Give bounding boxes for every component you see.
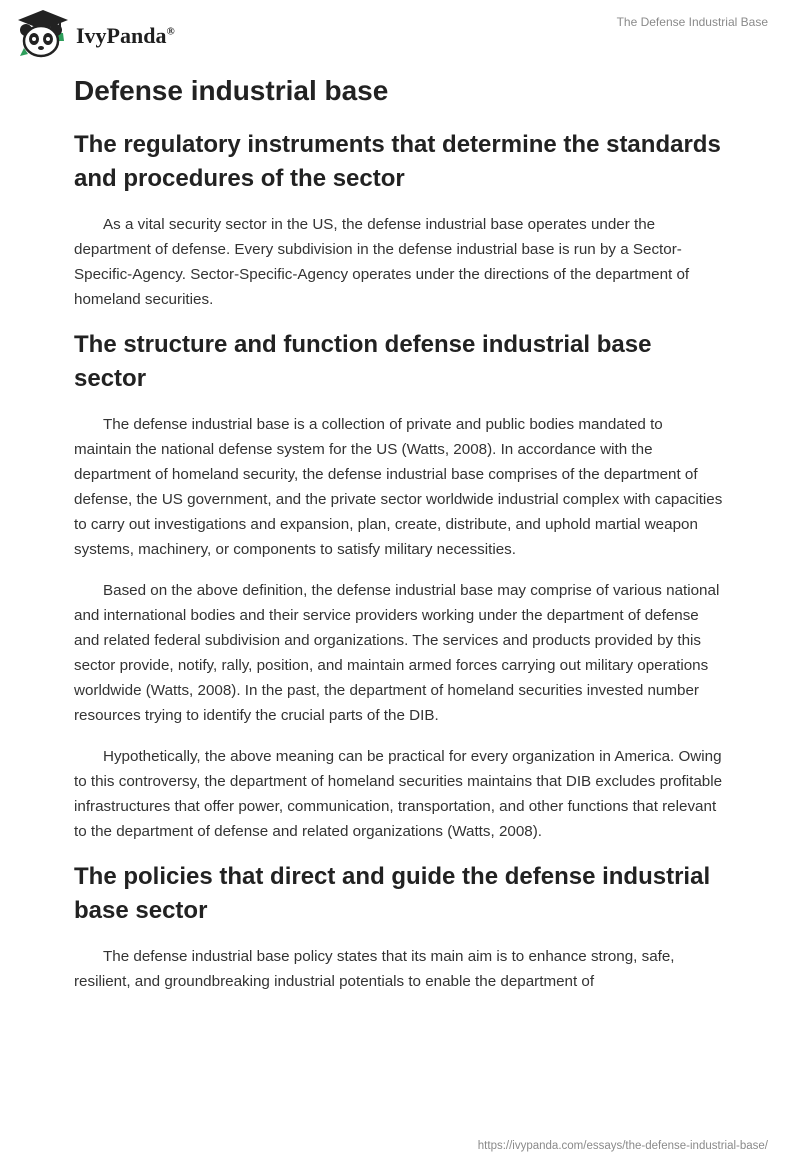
paragraph: Hypothetically, the above meaning can be practical for every organization in America. Owing to this controversy, the department of homeland securities maintains that DIB excludes profitable infrastructures that offer power, communication, transportation, and other functions that relevant to the department of defense and related organizations (Watts, 2008). bbox=[74, 748, 723, 840]
paragraph: Based on the above definition, the defense industrial base may comprise of various national and international bodies and their service providers working under the department of defense and related federal subdivision and organizations. The services and products provided by this sector provide, notify, rally, position, and maintain armed forces carrying out military operations worldwide (Watts, 2008). In the past, the department of homeland securities invested number resources trying to identify the crucial parts of the DIB. bbox=[74, 582, 720, 724]
brand-logo[interactable] bbox=[14, 8, 175, 62]
panda-graduate-icon bbox=[14, 8, 72, 62]
page-title: Defense industrial base bbox=[74, 75, 389, 106]
brand-text: IvyPanda bbox=[76, 23, 167, 48]
brand-name bbox=[76, 23, 175, 49]
document-body bbox=[74, 74, 724, 1010]
section-heading-regulatory: The regulatory instruments that determine the standards and procedures of the sector bbox=[74, 131, 721, 192]
running-title: The Defense Industrial Base bbox=[616, 15, 768, 29]
registered-mark: ® bbox=[166, 25, 175, 38]
paragraph: The defense industrial base is a collection of private and public bodies mandated to maintain the national defense system for the US (Watts, 2008). In accordance with the department of homeland security, the defense industrial base comprises of the department of defense, the US government, and the private sector worldwide industrial complex with capacities to carry out investigations and expansion, plan, create, distribute, and uphold martial weapon systems, machinery, or components to satisfy military necessities. bbox=[74, 416, 723, 558]
section-heading-policies: The policies that direct and guide the defense industrial base sector bbox=[74, 863, 711, 924]
paragraph: The defense industrial base policy states that its main aim is to enhance strong, safe, resilient, and groundbreaking industrial potentials to enable the department of bbox=[74, 948, 675, 990]
paragraph: As a vital security sector in the US, the defense industrial base operates under the department of defense. Every subdivision in the defense industrial base is run by a Sector-Specific-Agency. Sector-Specific-Agency operates under the directions of the department of homeland securities. bbox=[74, 216, 690, 308]
source-url[interactable]: https://ivypanda.com/essays/the-defense-industrial-base/ bbox=[477, 1140, 768, 1152]
section-heading-structure: The structure and function defense industrial base sector bbox=[74, 331, 652, 392]
page-header bbox=[0, 0, 800, 70]
